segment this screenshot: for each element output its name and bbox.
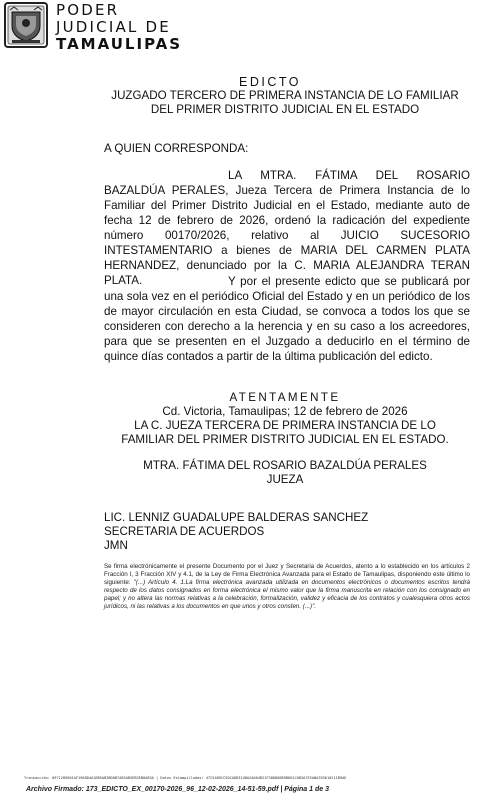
stamp-hash: 47C5489CC5DCADD31UDA2A004B21F380D80B9B6D1C0B3A7E5ABA393610211B9AE <box>205 776 347 780</box>
stamp-label: Datos Estampillados: <box>160 776 204 780</box>
judge-title: JUEZA <box>266 473 304 486</box>
salutation: A QUIEN CORRESPONDA: <box>104 142 249 155</box>
electronic-signature-notice <box>104 563 470 612</box>
place-and-date: Cd. Victoria, Tamaulipas; 12 de febrero de 2026 <box>162 405 408 418</box>
judge-office-line-1: LA C. JUEZA TERCERA DE PRIMERA INSTANCIA DE LO <box>134 419 436 432</box>
institution-name <box>56 2 182 53</box>
secretary-name: LIC. LENNIZ GUADALUPE BALDERAS SANCHEZ <box>104 511 369 524</box>
document-title: EDICTO <box>239 75 301 89</box>
judge-name: MTRA. FÁTIMA DEL ROSARIO BAZALDÚA PERALES <box>143 459 427 472</box>
court-line-1: JUZGADO TERCERO DE PRIMERA INSTANCIA DE LO FAMILIAR <box>111 89 459 102</box>
transaction-strip <box>24 776 476 781</box>
notice-quote: "(...) Artículo 4. 1.La firma electrónica avanzada utilizada en documentos electrónicos o documentos escritos tendrá respecto de los datos consignados en forma electrónica el mismo valor que la firma manuscrita en relación con los consignado en papel; y no altera las normas relativas a la celebración, formalización, validez y eficacia de los contratos y cualesquiera otros actos jurídicos, ni las relativas a los documentos en que unos y otros consten. (...)". <box>104 579 470 611</box>
transaction-label: Transacción: <box>24 776 50 780</box>
institution-line-3: TAMAULIPAS <box>56 35 183 53</box>
paragraph-radicacion: LA MTRA. FÁTIMA DEL ROSARIO BAZALDÚA PERALES, Jueza Tercera de Primera Instancia de lo Familiar del Primer Distrito Judicial en el Estado, mediante auto de fecha 12 de febrero de 2026, ordenó la radicación del expediente número 00170/2026, relativo al JUICIO SUCESORIO INTESTAMENTARIO a bienes de MARIA DEL CARMEN PLATA HERNANDEZ, denunciado por la C. MARIA ALEJANDRA TERAN PLATA. <box>104 169 470 287</box>
paragraph-convocatoria: Y por el presente edicto que se publicará por una sola vez en el periódico Oficial del Estado y en un periódico de los de mayor circulación en esta Ciudad, se convoca a todos los que se consideren con derecho a la herencia y en su caso a los acreedores, para que se presenten en el Juzgado a deducirlo en el término de quince días contados a partir de la última publicación del edicto. <box>104 275 470 363</box>
secretary-title: SECRETARIA DE ACUERDOS <box>104 525 265 538</box>
atentamente: ATENTAMENTE <box>229 391 341 404</box>
signed-file-footer: Archivo Firmado: 173_EDICTO_EX_00170-2026_96_12-02-2026_14-51-59.pdf | Página 1 de 3 <box>26 786 329 793</box>
notice-intro: Se firma electrónicamente el presente Documento por el Juez y Secretaria de Acuerdos, atento a lo establecido en los artículos 2 Fracción I, 3 Fracción XIV y 4.1, de la Ley de Firma Electrónica Avanzada para el Estado de Tamaulipas, disponiendo este último lo siguiente: <box>104 563 470 587</box>
judge-office-line-2: FAMILIAR DEL PRIMER DISTRITO JUDICIAL EN EL ESTADO. <box>121 433 449 446</box>
institution-line-2: JUDICIAL DE <box>56 18 171 36</box>
transaction-id: 0971289061AF1968D4A1BB5AB3BD0B7A83AB3EB3EB0AB3A <box>52 776 154 780</box>
secretary-initials: JMN <box>104 539 128 552</box>
state-seal-logo <box>4 2 48 48</box>
transaction-separator: | <box>156 776 159 780</box>
institution-line-1: PODER <box>56 1 120 19</box>
court-line-2: DEL PRIMER DISTRITO JUDICIAL EN EL ESTADO <box>150 103 420 116</box>
